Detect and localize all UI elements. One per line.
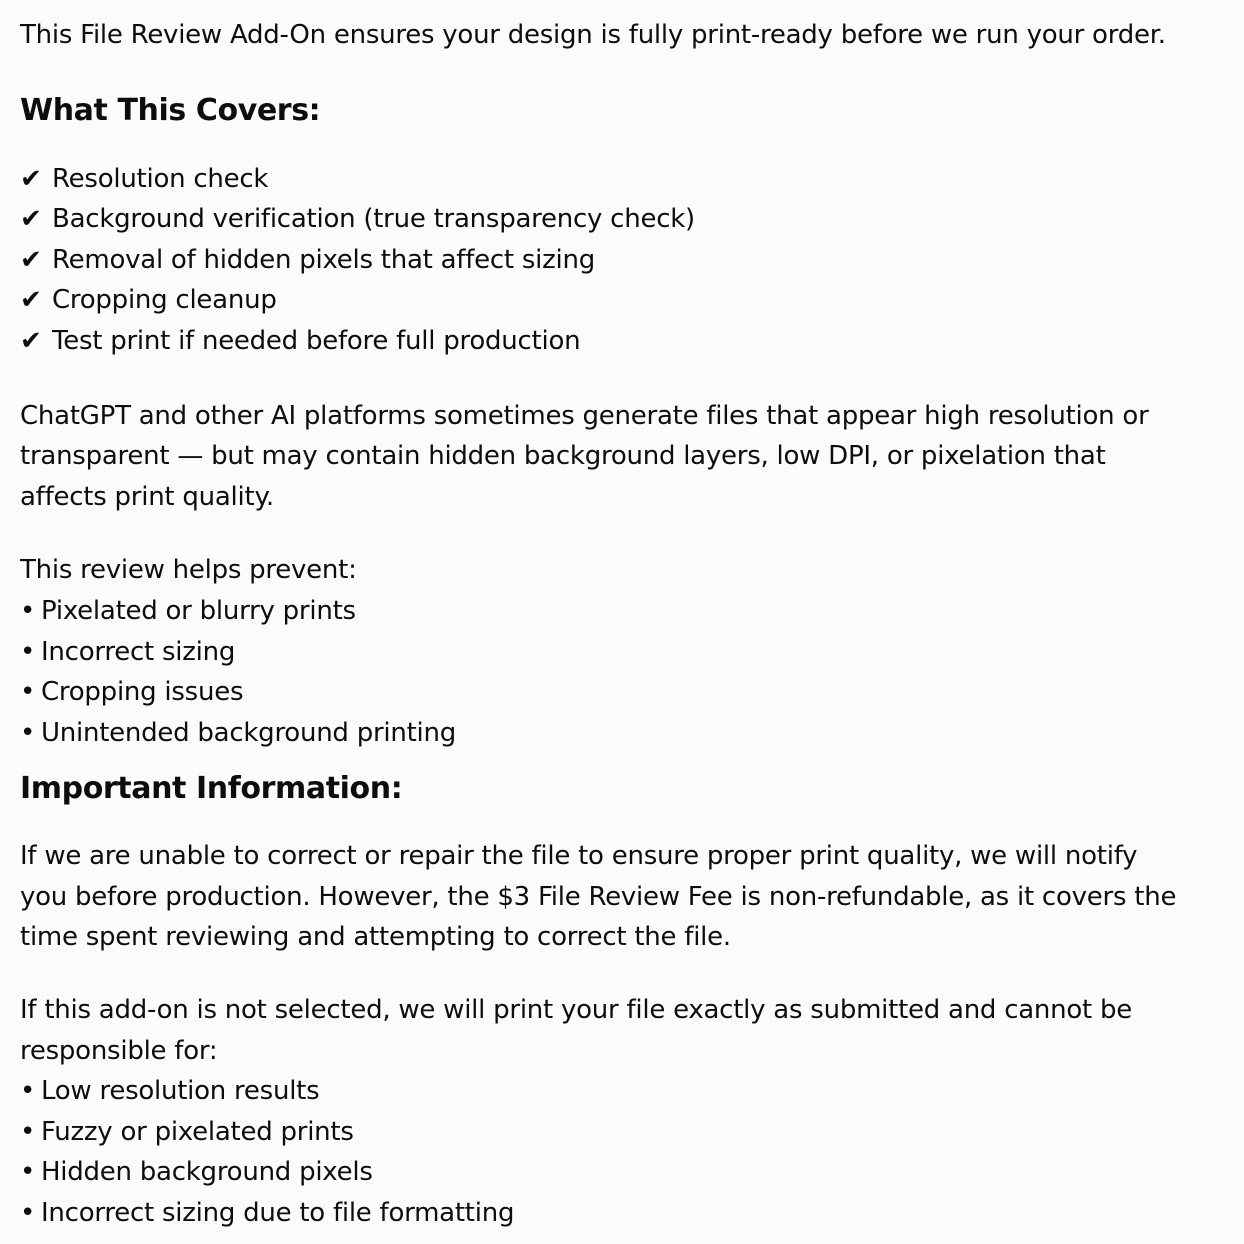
- checkmark-icon: ✔: [20, 164, 42, 194]
- covers-item-label: Resolution check: [52, 164, 269, 194]
- checkmark-icon: ✔: [20, 285, 42, 315]
- checkmark-icon: ✔: [20, 245, 42, 275]
- not-selected-line: responsible for:: [20, 1036, 218, 1066]
- covers-item: [20, 325, 580, 357]
- prevent-lead: This review helps prevent:: [20, 555, 357, 585]
- prevent-item-label: Unintended background printing: [41, 718, 456, 748]
- prevent-item-label: Incorrect sizing: [41, 637, 236, 667]
- prevent-item: [20, 636, 235, 668]
- not-selected-item: [20, 1116, 354, 1148]
- not-selected-item-label: Low resolution results: [41, 1076, 320, 1106]
- ai-note-line: affects print quality.: [20, 482, 274, 512]
- bullet-icon: •: [20, 1157, 36, 1187]
- bullet-icon: •: [20, 596, 36, 626]
- intro-text: This File Review Add-On ensures your design is fully print-ready before we run your order.: [20, 20, 1166, 50]
- not-selected-item-label: Incorrect sizing due to file formatting: [41, 1198, 515, 1228]
- not-selected-item-label: Hidden background pixels: [41, 1157, 373, 1187]
- bullet-icon: •: [20, 637, 36, 667]
- checkmark-icon: ✔: [20, 204, 42, 234]
- bullet-icon: •: [20, 718, 36, 748]
- covers-item-label: Background verification (true transparency check): [52, 204, 695, 234]
- covers-item: [20, 284, 277, 316]
- bullet-icon: •: [20, 677, 36, 707]
- ai-note-line: transparent — but may contain hidden background layers, low DPI, or pixelation that: [20, 441, 1106, 471]
- important-heading: Important Information:: [20, 771, 403, 806]
- bullet-icon: •: [20, 1198, 36, 1228]
- not-selected-item-label: Fuzzy or pixelated prints: [41, 1117, 354, 1147]
- not-selected-item: [20, 1197, 514, 1229]
- covers-item-label: Removal of hidden pixels that affect sizing: [52, 245, 595, 275]
- bullet-icon: •: [20, 1076, 36, 1106]
- covers-item: [20, 163, 268, 195]
- important-line: you before production. However, the $3 File Review Fee is non-refundable, as it covers the: [20, 882, 1177, 912]
- important-line: time spent reviewing and attempting to correct the file.: [20, 922, 731, 952]
- covers-item: [20, 203, 695, 235]
- important-line: If we are unable to correct or repair the file to ensure proper print quality, we will notify: [20, 841, 1138, 871]
- not-selected-line: If this add-on is not selected, we will print your file exactly as submitted and cannot be: [20, 995, 1133, 1025]
- not-selected-item: [20, 1156, 373, 1188]
- prevent-item: [20, 595, 356, 627]
- ai-note-line: ChatGPT and other AI platforms sometimes generate files that appear high resolution or: [20, 401, 1149, 431]
- covers-item: [20, 244, 595, 276]
- covers-item-label: Test print if needed before full production: [52, 326, 581, 356]
- covers-heading: What This Covers:: [20, 93, 321, 128]
- prevent-item: [20, 676, 243, 708]
- checkmark-icon: ✔: [20, 326, 42, 356]
- covers-item-label: Cropping cleanup: [52, 285, 277, 315]
- prevent-item: [20, 717, 456, 749]
- bullet-icon: •: [20, 1117, 36, 1147]
- not-selected-item: [20, 1075, 319, 1107]
- prevent-item-label: Cropping issues: [41, 677, 244, 707]
- prevent-item-label: Pixelated or blurry prints: [41, 596, 356, 626]
